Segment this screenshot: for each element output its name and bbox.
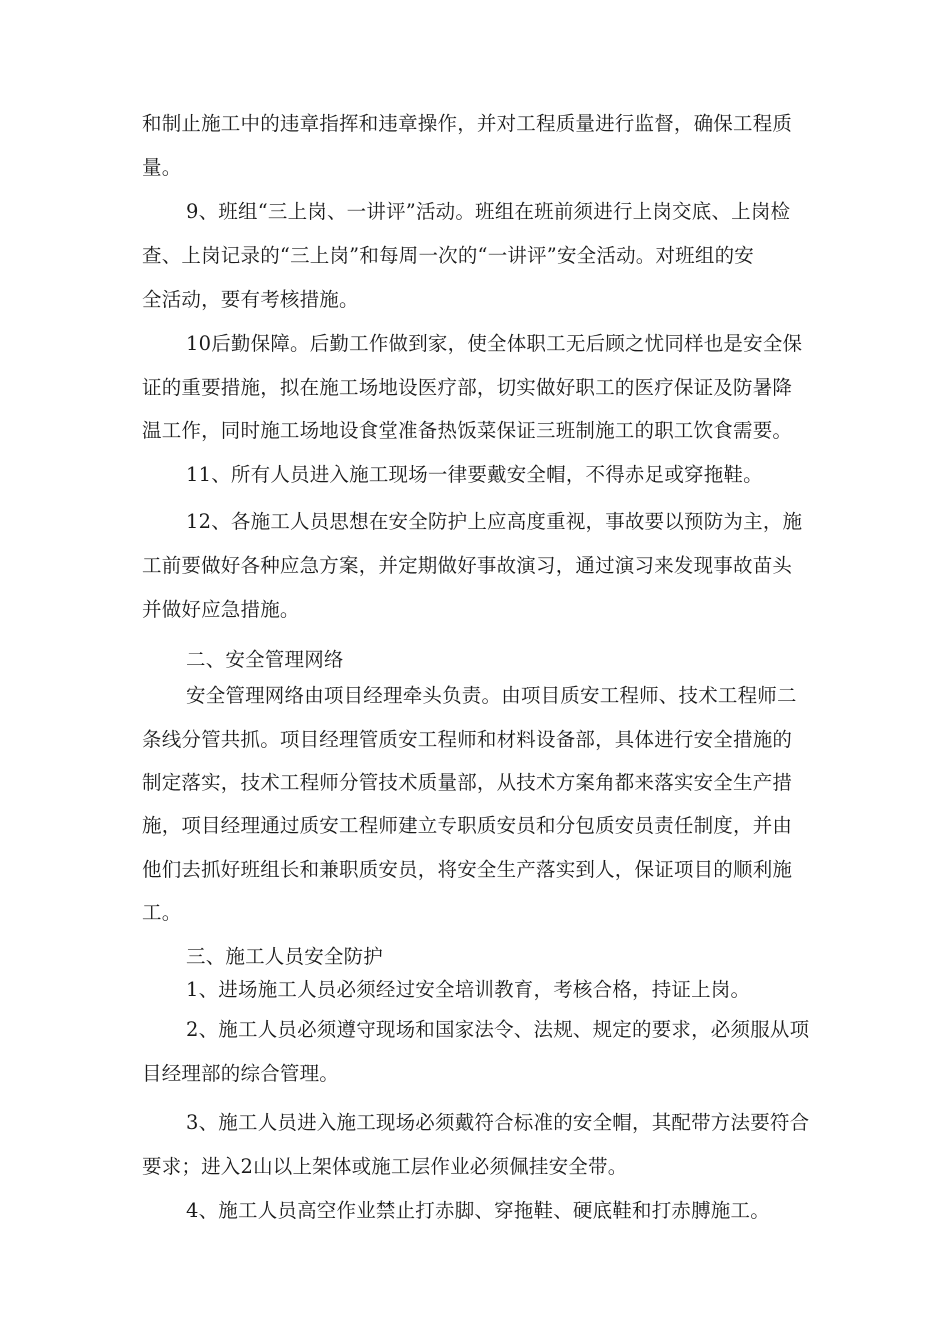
- text-line: 他们去抓好班组长和兼职质安员，将安全生产落实到人，保证项目的顺利施: [142, 858, 793, 881]
- text-line: 12、各施工人员思想在安全防护上应高度重视，事故要以预防为主，施: [186, 510, 803, 533]
- text-line: 4、施工人员高空作业禁止打赤脚、穿拖鞋、硬底鞋和打赤膊施工。: [186, 1199, 770, 1222]
- text-line: 3、施工人员进入施工现场必须戴符合标准的安全帽，其配带方法要符合: [186, 1111, 810, 1134]
- section-heading: 三、施工人员安全防护: [186, 945, 384, 968]
- text-line: 要求；进入2山以上架体或施工层作业必须佩挂安全带。: [142, 1155, 628, 1178]
- text-line: 1、进场施工人员必须经过安全培训教育，考核合格，持证上岗。: [186, 978, 751, 1001]
- text-line: 量。: [142, 156, 182, 179]
- section-heading: 二、安全管理网络: [186, 648, 344, 671]
- text-line: 安全管理网络由项目经理牵头负责。由项目质安工程师、技术工程师二: [186, 684, 797, 707]
- text-line: 10后勤保障。后勤工作做到家，使全体职工无后顾之忧同样也是安全保: [186, 332, 803, 355]
- text-line: 目经理部的综合管理。: [142, 1062, 340, 1085]
- text-line: 2、施工人员必须遵守现场和国家法令、法规、规定的要求，必须服从项: [186, 1018, 810, 1041]
- text-line: 9、班组“三上岗、一讲评”活动。班组在班前须进行上岗交底、上岗检: [186, 200, 791, 223]
- text-line: 11、所有人员进入施工现场一律要戴安全帽，不得赤足或穿拖鞋。: [186, 463, 763, 486]
- text-line: 温工作，同时施工场地设食堂准备热饭菜保证三班制施工的职工饮食需要。: [142, 419, 793, 442]
- text-line: 全活动，要有考核措施。: [142, 288, 359, 311]
- text-line: 施，项目经理通过质安工程师建立专职质安员和分包质安员责任制度，并由: [142, 814, 793, 837]
- text-line: 并做好应急措施。: [142, 598, 300, 621]
- text-line: 查、上岗记录的“三上岗”和每周一次的“一讲评”安全活动。对班组的安: [142, 244, 754, 267]
- text-line: 证的重要措施，拟在施工场地设医疗部，切实做好职工的医疗保证及防暑降: [142, 376, 793, 399]
- text-line: 工前要做好各种应急方案，并定期做好事故演习，通过演习来发现事故苗头: [142, 554, 793, 577]
- text-line: 条线分管共抓。项目经理管质安工程师和材料设备部，具体进行安全措施的: [142, 728, 793, 751]
- text-line: 制定落实，技术工程师分管技术质量部，从技术方案角都来落实安全生产措: [142, 771, 793, 794]
- text-line: 和制止施工中的违章指挥和违章操作，并对工程质量进行监督，确保工程质: [142, 112, 793, 135]
- text-line: 工。: [142, 901, 182, 924]
